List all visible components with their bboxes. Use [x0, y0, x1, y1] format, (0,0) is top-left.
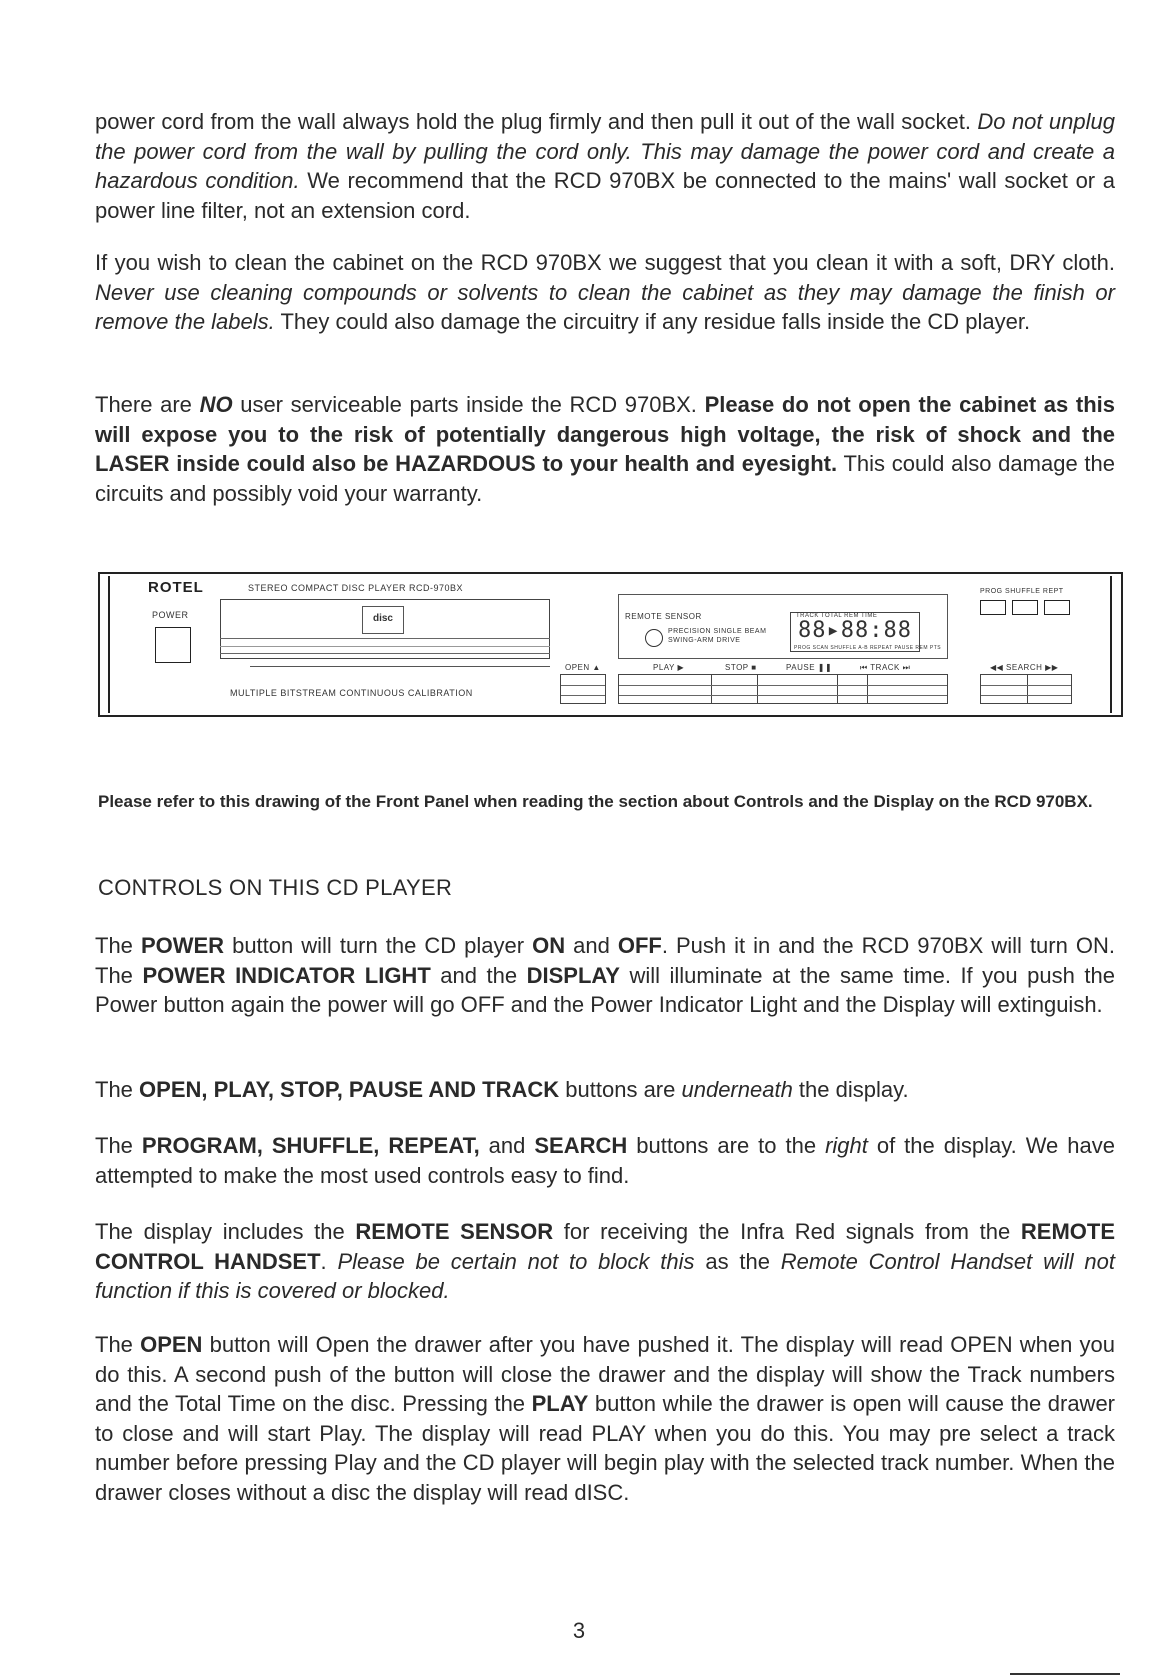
- text: This could also damage the circuits and possibly void your warranty.: [95, 451, 1116, 506]
- text: will illuminate at the same time. If you push the Power button again the power will go OFF and the Power Indicator Light and the Display will extinguish.: [95, 962, 1115, 1017]
- text: button while the drawer is open will cause the drawer to close and will start Play. The display will read PLAY when you do this. You may pre select a track number before pressing Play and the CD player will begin play with the selected track number. When the drawer closes without a disc the display will read dISC.: [95, 1391, 1116, 1505]
- search-buttons-drawing: [980, 674, 1072, 704]
- bold-term: POWER: [140, 933, 225, 958]
- bold-term: ON: [532, 933, 566, 958]
- text: for receiving the Infra Red signals from the: [553, 1219, 1021, 1244]
- prog-button-drawing: [980, 600, 1006, 615]
- bold-term: REMOTE SENSOR: [355, 1219, 554, 1244]
- text: the display.: [792, 1077, 909, 1102]
- paragraph-remote-sensor: [95, 1217, 1115, 1306]
- bold-term: PLAY: [531, 1391, 589, 1416]
- bold-term: POWER INDICATOR LIGHT: [142, 962, 431, 988]
- paragraph-no-serviceable-parts: [95, 390, 1115, 508]
- power-label: POWER: [152, 610, 189, 620]
- bold-italic-no: NO: [199, 392, 233, 417]
- paragraph-power-cord: [95, 107, 1115, 225]
- paragraph-power-button: [95, 931, 1115, 1020]
- bold-term: OFF: [617, 933, 662, 958]
- page-number: 3: [572, 1618, 586, 1643]
- prog-shuffle-rept-label: PROG SHUFFLE REPT: [980, 588, 1064, 595]
- text: as the: [694, 1248, 781, 1274]
- text: We recommend that the RCD 970BX be connected to the mains' wall socket or a power line filter, not an extension cord.: [95, 168, 1115, 223]
- paragraph-cleaning: [95, 248, 1115, 337]
- text: user serviceable parts inside the RCD 970BX.: [232, 392, 705, 417]
- bold-term: OPEN, PLAY, STOP, PAUSE AND TRACK: [139, 1077, 560, 1102]
- shuffle-button-drawing: [1012, 600, 1038, 615]
- text: buttons are: [559, 1077, 682, 1102]
- play-label: PLAY ▶: [653, 663, 685, 672]
- remote-sensor-label: REMOTE SENSOR: [625, 612, 702, 621]
- rotel-logo: ROTEL: [148, 579, 204, 596]
- text: The: [95, 1133, 142, 1158]
- lcd-top-labels: TRACK TOTAL REM TIME: [796, 613, 878, 619]
- text: button will turn the CD player: [224, 933, 533, 958]
- text: power cord from the wall always hold the plug firmly and then pull it out of the wall socket.: [95, 109, 978, 134]
- lcd-bottom-labels: PROG SCAN SHUFFLE A-B REPEAT PAUSE REM PTS: [794, 645, 942, 651]
- remote-sensor-circle: [645, 629, 663, 647]
- text: The: [95, 933, 141, 958]
- text: If you wish to clean the cabinet on the RCD 970BX we suggest that you clean it with a soft, DRY cloth.: [95, 250, 1115, 275]
- section-heading: CONTROLS ON THIS CD PLAYER: [98, 875, 453, 900]
- bold-term: DISPLAY: [526, 962, 620, 988]
- paragraph-program-buttons: [95, 1131, 1115, 1190]
- search-label: ◀◀ SEARCH ▶▶: [990, 663, 1059, 672]
- open-button-drawing: [560, 674, 606, 704]
- paragraph-open-button: [95, 1330, 1115, 1507]
- bold-warning: Please do not open the cabinet as this will expose you to the risk of potentially dangerous high voltage, the risk of shock and the LASER inside could also be HAZARDOUS to your health and eyesight.: [95, 392, 1116, 476]
- lcd-digits: 88▸88:88: [798, 618, 912, 643]
- italic-warning: Never use cleaning compounds or solvents to clean the cabinet as they may damage the finish or remove the labels.: [95, 279, 1115, 334]
- compact-disc-logo: disc: [362, 606, 404, 634]
- pause-label: PAUSE ❚❚: [786, 663, 833, 672]
- bitstream-text: MULTIPLE BITSTREAM CONTINUOUS CALIBRATION: [230, 688, 473, 698]
- panel-caption: Please refer to this drawing of the Front Panel when reading the section about Controls and the Display on the RCD 970BX.: [98, 792, 1093, 811]
- power-button-drawing: [155, 627, 191, 663]
- repeat-button-drawing: [1044, 600, 1070, 615]
- text: and: [565, 933, 618, 958]
- text: .: [320, 1248, 338, 1274]
- drawer-slot-line: [220, 642, 550, 647]
- text: The: [95, 1077, 140, 1102]
- model-text: STEREO COMPACT DISC PLAYER RCD-970BX: [248, 583, 464, 593]
- track-label: ⏮ TRACK ⏭: [860, 663, 911, 672]
- divider-line: [250, 666, 550, 667]
- precision-text: PRECISION SINGLE BEAM: [668, 628, 767, 635]
- text: buttons are to the: [627, 1133, 826, 1158]
- footer-rule: [1010, 1673, 1120, 1675]
- bold-term: SEARCH: [534, 1133, 628, 1158]
- text: There are: [95, 392, 200, 417]
- open-label: OPEN ▲: [565, 663, 601, 672]
- bold-term: REMOTE CONTROL HANDSET: [95, 1219, 1116, 1274]
- italic-warning: Please be certain not to block this: [337, 1248, 695, 1274]
- italic-warning: Do not unplug the power cord from the wall by pulling the cord only. This may damage the power cord and create a hazardous condition.: [95, 109, 1115, 193]
- front-panel-drawing: [98, 572, 1123, 717]
- swing-arm-text: SWING-ARM DRIVE: [668, 637, 741, 644]
- italic-term: underneath: [681, 1077, 793, 1102]
- text: They could also damage the circuitry if any residue falls inside the CD player.: [274, 309, 1031, 334]
- text: The display includes the: [95, 1219, 356, 1244]
- italic-term: right: [825, 1133, 868, 1158]
- paragraph-transport-buttons: [95, 1075, 1115, 1105]
- transport-buttons-drawing: [618, 674, 948, 704]
- text: button will Open the drawer after you have pushed it. The display will read OPEN when you do this. A second push of the button will close the drawer and the display will show the Track numbers and the Total Time on the disc. Pressing the: [95, 1332, 1115, 1416]
- bold-term: PROGRAM, SHUFFLE, REPEAT,: [141, 1133, 480, 1158]
- text: The: [95, 1332, 141, 1357]
- text: of the display. We have attempted to make the most used controls easy to find.: [95, 1133, 1115, 1188]
- text: and the: [430, 962, 527, 988]
- text: and: [479, 1133, 535, 1158]
- text: . Push it in and the RCD 970BX will turn ON. The: [95, 933, 1115, 988]
- bold-term: OPEN: [140, 1332, 203, 1357]
- italic-warning: Remote Control Handset will not function if this is covered or blocked.: [95, 1248, 1116, 1303]
- stop-label: STOP ■: [725, 663, 757, 672]
